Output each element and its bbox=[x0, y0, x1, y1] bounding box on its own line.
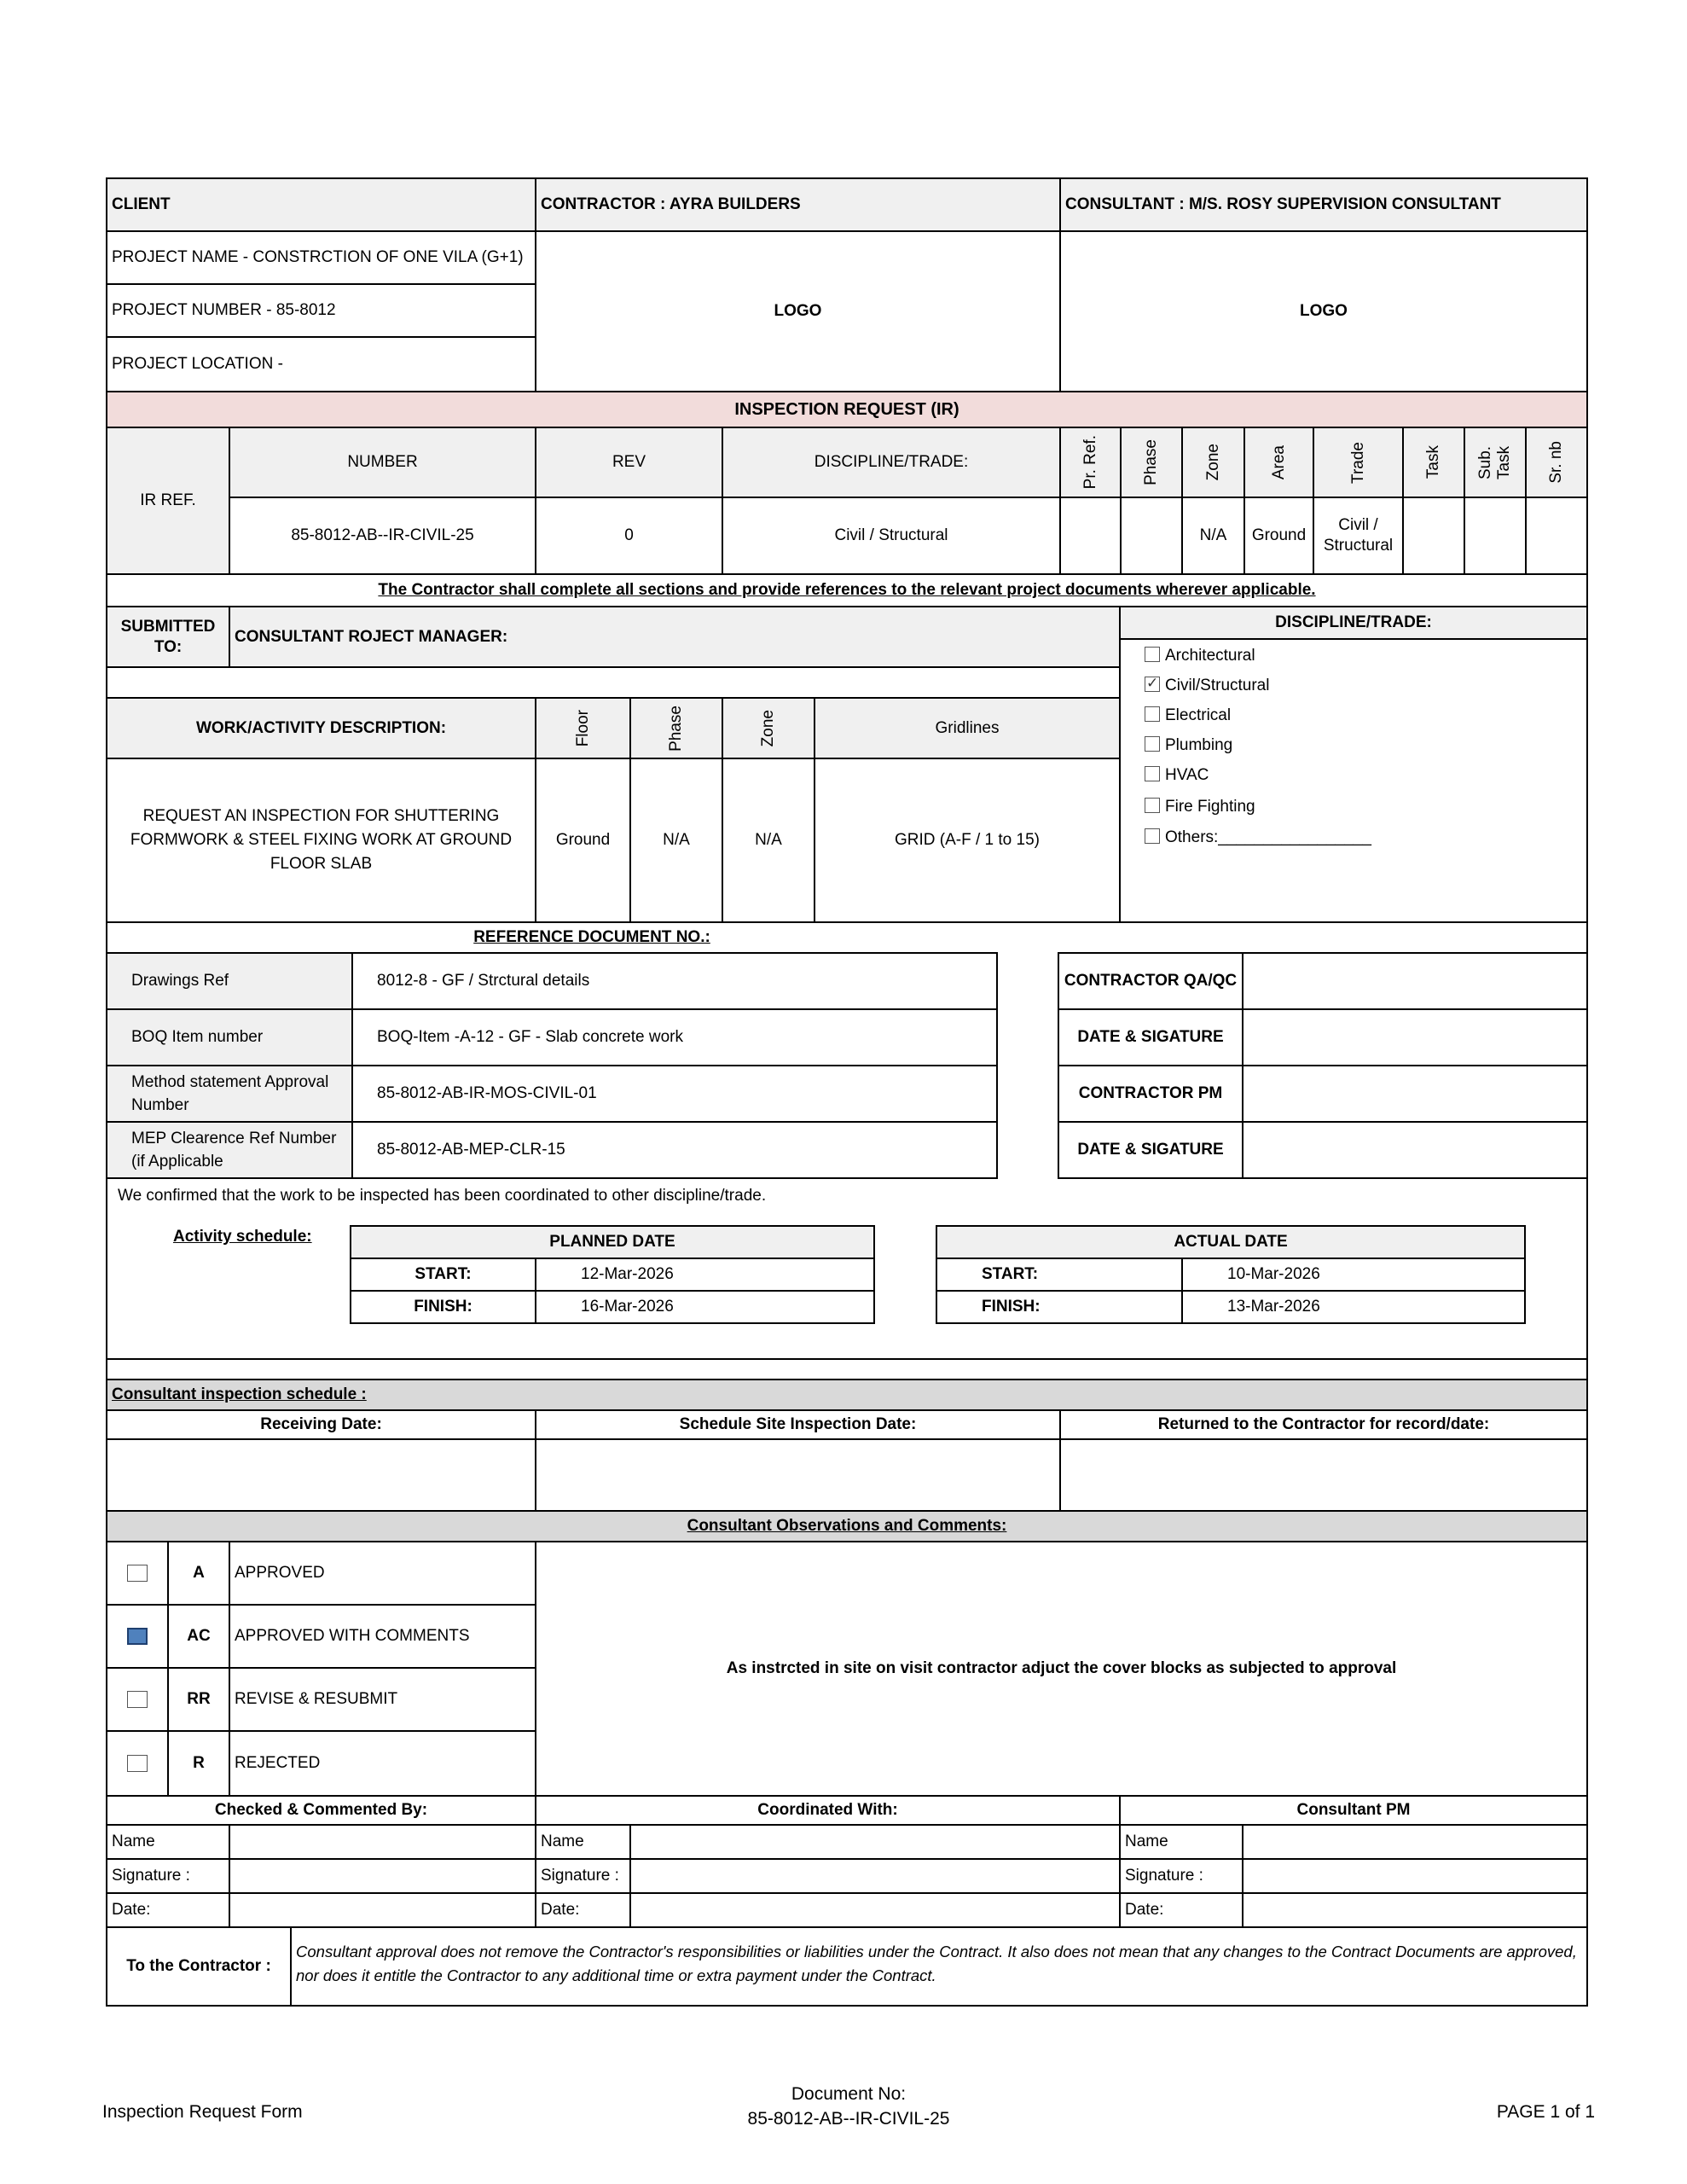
confirm-text-span: We confirmed that the work to be inspected has been coordinated to other discipline/trade. bbox=[118, 1187, 767, 1205]
vhdr-area-text: Area bbox=[1269, 444, 1288, 480]
ref-label-drawings-text: Drawings Ref bbox=[131, 972, 229, 990]
work-gridlines-text: GRID (A-F / 1 to 15) bbox=[895, 831, 1040, 849]
work-phase-text: N/A bbox=[663, 831, 690, 849]
planned-date-header bbox=[350, 1225, 875, 1259]
reference-title bbox=[106, 923, 1078, 952]
actual-start-value bbox=[1181, 1258, 1526, 1292]
status-rr-code bbox=[167, 1667, 230, 1732]
sig1-signature-label bbox=[106, 1858, 230, 1894]
vhdr-sub-task bbox=[1464, 427, 1527, 498]
work-floor-text: Ground bbox=[555, 831, 611, 849]
checkbox-electrical[interactable] bbox=[1145, 706, 1160, 722]
discipline-box bbox=[1119, 606, 1588, 923]
sig2-date-label bbox=[535, 1892, 631, 1928]
discipline-option-plumbing[interactable] bbox=[1145, 735, 1586, 764]
observation-comment bbox=[535, 1541, 1588, 1797]
activity-schedule-label: Activity schedule: bbox=[173, 1228, 312, 1246]
consultant-logo bbox=[1059, 230, 1588, 392]
project-location-cell bbox=[106, 336, 536, 392]
status-r-check-cell[interactable] bbox=[106, 1730, 169, 1797]
form-title bbox=[106, 391, 1588, 428]
inspection-date-header-text: Schedule Site Inspection Date: bbox=[679, 1415, 917, 1433]
ir-rev-value bbox=[535, 497, 723, 575]
ref-label-method bbox=[106, 1065, 353, 1123]
sig2-name-label bbox=[535, 1824, 631, 1860]
note-label bbox=[106, 1926, 292, 2007]
vhdr-zone-text: Zone bbox=[1203, 444, 1222, 481]
vhdr-sr-nb bbox=[1525, 427, 1588, 498]
ir-number-header bbox=[229, 427, 536, 498]
ref-value-drawings bbox=[351, 952, 998, 1010]
footer-doc bbox=[648, 2082, 1049, 2131]
work-description-text: REQUEST AN INSPECTION FOR SHUTTERING FORMWORK & STEEL FIXING WORK AT GROUND FLOOR SLAB bbox=[130, 807, 513, 873]
option-label-hvac: HVAC bbox=[1165, 766, 1209, 784]
sig2-signature-field[interactable] bbox=[629, 1858, 1121, 1894]
actual-date-header bbox=[936, 1225, 1526, 1259]
project-name-cell bbox=[106, 230, 536, 285]
sig2-name-field[interactable] bbox=[629, 1824, 1121, 1860]
observation-comment-text: As instrcted in site on visit contractor adjuct the cover blocks as subjected to approval bbox=[726, 1659, 1397, 1677]
planned-start-label bbox=[350, 1258, 536, 1292]
signoff-date-2-field[interactable] bbox=[1242, 1121, 1588, 1179]
code-sub-task bbox=[1464, 497, 1527, 575]
sig3-date-field[interactable] bbox=[1242, 1892, 1588, 1928]
sig3-signature-label-text: Signature : bbox=[1125, 1867, 1203, 1885]
ir-number-text: 85-8012-AB--IR-CIVIL-25 bbox=[291, 526, 474, 544]
ref-value-drawings-text: 8012-8 - GF / Strctural details bbox=[377, 972, 590, 990]
actual-start-value-text: 10-Mar-2026 bbox=[1227, 1265, 1320, 1283]
option-label-electrical: Electrical bbox=[1165, 706, 1232, 724]
planned-finish-label-text: FINISH: bbox=[414, 1298, 472, 1316]
vhdr-pr-ref bbox=[1059, 427, 1122, 498]
actual-finish-value bbox=[1181, 1290, 1526, 1324]
ref-value-mep bbox=[351, 1121, 998, 1179]
sig-col-coordinated bbox=[535, 1795, 1121, 1826]
status-rr-check-cell[interactable] bbox=[106, 1667, 169, 1732]
code-trade-text: Civil / Structural bbox=[1323, 516, 1394, 555]
vhdr-phase-text: Phase bbox=[1142, 439, 1160, 485]
option-label-architectural: Architectural bbox=[1165, 647, 1255, 665]
signoff-date-2-text: DATE & SIGATURE bbox=[1077, 1141, 1224, 1159]
status-a-label bbox=[229, 1541, 536, 1606]
status-rr-label-text: REVISE & RESUBMIT bbox=[235, 1690, 398, 1708]
vhdr-zone bbox=[1181, 427, 1245, 498]
planned-start-value bbox=[535, 1258, 875, 1292]
sig2-date-field[interactable] bbox=[629, 1892, 1121, 1928]
footer-page: PAGE 1 of 1 bbox=[1496, 2102, 1595, 2122]
work-zone bbox=[722, 758, 815, 923]
note-label-text: To the Contractor : bbox=[126, 1957, 271, 1975]
ir-rev-text: 0 bbox=[624, 526, 634, 544]
discipline-box-title bbox=[1121, 607, 1586, 640]
code-area-text: Ground bbox=[1251, 526, 1307, 544]
planned-date-header-text: PLANNED DATE bbox=[549, 1233, 675, 1251]
work-header bbox=[106, 697, 536, 759]
client-cell bbox=[106, 177, 536, 232]
checkbox-architectural[interactable] bbox=[1145, 647, 1160, 662]
status-a-label-text: APPROVED bbox=[235, 1564, 325, 1582]
ir-discipline-header bbox=[722, 427, 1061, 498]
checkbox-others[interactable] bbox=[1145, 828, 1160, 844]
sig1-signature-label-text: Signature : bbox=[112, 1867, 190, 1885]
code-trade bbox=[1313, 497, 1404, 575]
ir-rev-header-text: REV bbox=[612, 453, 646, 471]
ref-label-mep-text: MEP Clearence Ref Number (if Applicable bbox=[131, 1130, 337, 1170]
work-phase bbox=[629, 758, 723, 923]
status-r-label bbox=[229, 1730, 536, 1797]
ir-rev-header bbox=[535, 427, 723, 498]
ref-value-method-text: 85-8012-AB-IR-MOS-CIVIL-01 bbox=[377, 1084, 597, 1102]
signoff-qaqc bbox=[1058, 952, 1244, 1010]
vhdr-trade-text: Trade bbox=[1348, 441, 1367, 484]
sig-col-pm-text: Consultant PM bbox=[1296, 1801, 1411, 1819]
signoff-pm-field[interactable] bbox=[1242, 1065, 1588, 1123]
status-r-code bbox=[167, 1730, 230, 1797]
ref-value-method bbox=[351, 1065, 998, 1123]
returned-date-header bbox=[1059, 1409, 1588, 1440]
signoff-date-1 bbox=[1058, 1008, 1244, 1066]
actual-start-label-text: START: bbox=[982, 1265, 1039, 1283]
reference-title-text: REFERENCE DOCUMENT NO.: bbox=[473, 928, 710, 946]
contractor-label: CONTRACTOR : AYRA BUILDERS bbox=[541, 195, 801, 213]
work-vhdr-floor-text: Floor bbox=[573, 709, 592, 747]
submitted-value-text: CONSULTANT ROJECT MANAGER: bbox=[235, 627, 508, 646]
discipline-option-architectural[interactable] bbox=[1145, 645, 1586, 675]
sig2-date-label-text: Date: bbox=[541, 1901, 580, 1919]
footer-doc-label: Document No: bbox=[791, 2084, 907, 2104]
form-title-text: INSPECTION REQUEST (IR) bbox=[734, 399, 959, 419]
signoff-date-2 bbox=[1058, 1121, 1244, 1179]
sig3-date-label-text: Date: bbox=[1125, 1901, 1164, 1919]
observations-title-text: Consultant Observations and Comments: bbox=[687, 1517, 1007, 1535]
ref-label-boq-text: BOQ Item number bbox=[131, 1028, 264, 1046]
code-task bbox=[1402, 497, 1465, 575]
note-text-span: Consultant approval does not remove the Contractor's responsibilities or liabilities under the Contract. It also does not mean that any changes to the Contract Documents are approved, nor does it entitle the Contractor to any additional time or extra payment under the Contract. bbox=[296, 1943, 1577, 1984]
sig-col-pm bbox=[1119, 1795, 1588, 1826]
status-rr-label bbox=[229, 1667, 536, 1732]
status-ac-label-text: APPROVED WITH COMMENTS bbox=[235, 1627, 470, 1645]
sig1-signature-field[interactable] bbox=[229, 1858, 536, 1894]
work-header-text: WORK/ACTIVITY DESCRIPTION: bbox=[195, 718, 447, 737]
option-label-civil: Civil/Structural bbox=[1165, 677, 1270, 694]
status-ac-code-text: AC bbox=[187, 1627, 211, 1645]
observations-title bbox=[106, 1510, 1588, 1542]
signoff-qaqc-field[interactable] bbox=[1242, 952, 1588, 1010]
checkbox-rejected[interactable] bbox=[127, 1755, 148, 1772]
option-label-others: Others:_________________ bbox=[1165, 828, 1371, 846]
blank-row bbox=[106, 666, 1121, 699]
work-gridlines bbox=[814, 758, 1121, 923]
sig-col-checked-text: Checked & Commented By: bbox=[214, 1801, 428, 1819]
work-floor bbox=[535, 758, 631, 923]
code-zone-text: N/A bbox=[1199, 526, 1227, 544]
submitted-label-text: SUBMITTED TO: bbox=[120, 617, 216, 656]
vhdr-trade bbox=[1313, 427, 1404, 498]
consultant-cell bbox=[1059, 177, 1588, 232]
project-number: PROJECT NUMBER - 85-8012 bbox=[112, 301, 336, 319]
vhdr-area bbox=[1244, 427, 1314, 498]
ref-label-boq bbox=[106, 1008, 353, 1066]
code-area bbox=[1244, 497, 1314, 575]
planned-finish-label bbox=[350, 1290, 536, 1324]
vhdr-pr-ref-text: Pr. Ref. bbox=[1081, 435, 1099, 490]
discipline-option-electrical[interactable] bbox=[1145, 705, 1586, 735]
sig3-signature-field[interactable] bbox=[1242, 1858, 1588, 1894]
work-vhdr-phase-text: Phase bbox=[667, 705, 685, 752]
sig1-name-label-text: Name bbox=[112, 1833, 155, 1850]
vhdr-task-text: Task bbox=[1424, 445, 1442, 479]
sig1-date-label-text: Date: bbox=[112, 1901, 151, 1919]
sig3-signature-label bbox=[1119, 1858, 1244, 1894]
inspection-date-header bbox=[535, 1409, 1061, 1440]
work-vhdr-phase bbox=[629, 697, 723, 759]
ir-ref-label bbox=[106, 427, 230, 575]
footer-form-name: Inspection Request Form bbox=[102, 2102, 303, 2122]
status-ac-label bbox=[229, 1604, 536, 1669]
checkbox-revise-resubmit[interactable] bbox=[127, 1691, 148, 1708]
vhdr-task bbox=[1402, 427, 1465, 498]
contractor-logo bbox=[535, 230, 1061, 392]
status-ac-check-cell[interactable] bbox=[106, 1604, 169, 1669]
sig-col-coordinated-text: Coordinated With: bbox=[757, 1801, 898, 1819]
checkbox-civil-structural[interactable] bbox=[1145, 677, 1160, 692]
ref-value-boq bbox=[351, 1008, 998, 1066]
actual-finish-label bbox=[936, 1290, 1183, 1324]
status-a-code-text: A bbox=[193, 1564, 205, 1582]
status-r-label-text: REJECTED bbox=[235, 1754, 321, 1772]
footer-doc-number: 85-8012-AB--IR-CIVIL-25 bbox=[747, 2109, 950, 2129]
vhdr-sr-nb-text: Sr. nb bbox=[1547, 441, 1565, 484]
returned-date-field[interactable] bbox=[1059, 1438, 1588, 1512]
discipline-option-civil[interactable] bbox=[1145, 675, 1586, 705]
contractor-cell bbox=[535, 177, 1061, 232]
checkbox-approved-with-comments[interactable] bbox=[127, 1628, 148, 1645]
inspection-date-field[interactable] bbox=[535, 1438, 1061, 1512]
work-vhdr-zone bbox=[722, 697, 815, 759]
signoff-date-1-text: DATE & SIGATURE bbox=[1077, 1028, 1224, 1046]
status-rr-code-text: RR bbox=[187, 1690, 211, 1708]
submitted-label bbox=[106, 606, 230, 668]
work-description bbox=[106, 758, 536, 923]
status-ac-code bbox=[167, 1604, 230, 1669]
project-name: PROJECT NAME - CONSTRCTION OF ONE VILA (G+1) bbox=[112, 248, 524, 266]
sig1-name-label bbox=[106, 1824, 230, 1860]
receiving-date-header bbox=[106, 1409, 536, 1440]
ref-label-method-text: Method statement Approval Number bbox=[131, 1073, 329, 1114]
consultant-logo-text: LOGO bbox=[1300, 302, 1348, 320]
work-vhdr-floor bbox=[535, 697, 631, 759]
checkbox-plumbing[interactable] bbox=[1145, 736, 1160, 752]
discipline-box-title-text: DISCIPLINE/TRADE: bbox=[1275, 613, 1432, 631]
actual-start-label bbox=[936, 1258, 1183, 1292]
discipline-option-fire[interactable] bbox=[1145, 796, 1586, 827]
checkbox-hvac[interactable] bbox=[1145, 766, 1160, 781]
code-pr-ref bbox=[1059, 497, 1122, 575]
work-zone-text: N/A bbox=[755, 831, 782, 849]
signoff-pm bbox=[1058, 1065, 1244, 1123]
sig2-signature-label bbox=[535, 1858, 631, 1894]
status-r-code-text: R bbox=[193, 1754, 205, 1772]
sig3-name-label-text: Name bbox=[1125, 1833, 1168, 1850]
signoff-date-1-field[interactable] bbox=[1242, 1008, 1588, 1066]
client-label: CLIENT bbox=[112, 195, 171, 213]
ir-discipline-text: Civil / Structural bbox=[834, 526, 948, 544]
planned-finish-value-text: 16-Mar-2026 bbox=[581, 1298, 674, 1316]
discipline-option-others[interactable] bbox=[1145, 827, 1586, 857]
instruction-text: The Contractor shall complete all sections and provide references to the relevant project documents wherever applicable. bbox=[378, 581, 1316, 599]
receiving-date-header-text: Receiving Date: bbox=[260, 1415, 382, 1433]
sig1-date-label bbox=[106, 1892, 230, 1928]
sig2-name-label-text: Name bbox=[541, 1833, 584, 1850]
project-number-cell bbox=[106, 283, 536, 338]
submitted-value bbox=[229, 606, 1121, 668]
sig1-date-field[interactable] bbox=[229, 1892, 536, 1928]
ir-discipline-value bbox=[722, 497, 1061, 575]
returned-date-header-text: Returned to the Contractor for record/date: bbox=[1157, 1415, 1490, 1433]
ir-ref-label-text: IR REF. bbox=[140, 491, 196, 509]
code-phase bbox=[1120, 497, 1183, 575]
code-zone bbox=[1181, 497, 1245, 575]
ir-discipline-header-text: DISCIPLINE/TRADE: bbox=[814, 453, 969, 471]
sig-col-checked bbox=[106, 1795, 536, 1826]
discipline-option-hvac[interactable] bbox=[1145, 764, 1586, 796]
contractor-logo-text: LOGO bbox=[774, 302, 822, 320]
ref-value-boq-text: BOQ-Item -A-12 - GF - Slab concrete work bbox=[377, 1028, 683, 1046]
consultant-schedule-title bbox=[106, 1379, 1588, 1411]
ir-number-value bbox=[229, 497, 536, 575]
work-vhdr-zone-text: Zone bbox=[759, 709, 777, 747]
option-label-plumbing: Plumbing bbox=[1165, 736, 1233, 754]
vhdr-phase bbox=[1120, 427, 1183, 498]
planned-start-label-text: START: bbox=[415, 1265, 472, 1283]
sig2-signature-label-text: Signature : bbox=[541, 1867, 619, 1885]
status-a-code bbox=[167, 1541, 230, 1606]
discipline-options bbox=[1121, 640, 1586, 857]
note-text bbox=[290, 1926, 1588, 2007]
checkbox-approved[interactable] bbox=[127, 1565, 148, 1582]
ref-label-drawings bbox=[106, 952, 353, 1010]
consultant-schedule-title-text: Consultant inspection schedule : bbox=[112, 1385, 367, 1403]
project-location: PROJECT LOCATION - bbox=[112, 355, 283, 373]
planned-finish-value bbox=[535, 1290, 875, 1324]
signoff-pm-text: CONTRACTOR PM bbox=[1078, 1084, 1223, 1102]
actual-finish-value-text: 13-Mar-2026 bbox=[1227, 1298, 1320, 1316]
consultant-label: CONSULTANT : M/S. ROSY SUPERVISION CONSULTANT bbox=[1065, 195, 1501, 213]
ref-value-mep-text: 85-8012-AB-MEP-CLR-15 bbox=[377, 1141, 565, 1159]
actual-date-header-text: ACTUAL DATE bbox=[1174, 1233, 1288, 1251]
work-gridlines-header bbox=[814, 697, 1121, 759]
ir-number-header-text: NUMBER bbox=[347, 453, 418, 471]
sig1-name-field[interactable] bbox=[229, 1824, 536, 1860]
code-sr-nb bbox=[1525, 497, 1588, 575]
vhdr-sub-task-text: Sub. Task bbox=[1476, 445, 1513, 479]
option-label-fire: Fire Fighting bbox=[1165, 798, 1255, 816]
spacer-row bbox=[106, 1358, 1588, 1380]
sig3-name-label bbox=[1119, 1824, 1244, 1860]
work-gridlines-header-text: Gridlines bbox=[935, 718, 1000, 737]
sig3-date-label bbox=[1119, 1892, 1244, 1928]
ref-label-mep bbox=[106, 1121, 353, 1179]
planned-start-value-text: 12-Mar-2026 bbox=[581, 1265, 674, 1283]
checkbox-fire-fighting[interactable] bbox=[1145, 798, 1160, 813]
sig3-name-field[interactable] bbox=[1242, 1824, 1588, 1860]
instruction bbox=[106, 573, 1588, 607]
status-a-check-cell[interactable] bbox=[106, 1541, 169, 1606]
receiving-date-field[interactable] bbox=[106, 1438, 536, 1512]
actual-finish-label-text: FINISH: bbox=[982, 1298, 1041, 1316]
confirm-text bbox=[118, 1186, 1056, 1210]
signoff-qaqc-text: CONTRACTOR QA/QC bbox=[1064, 972, 1238, 990]
